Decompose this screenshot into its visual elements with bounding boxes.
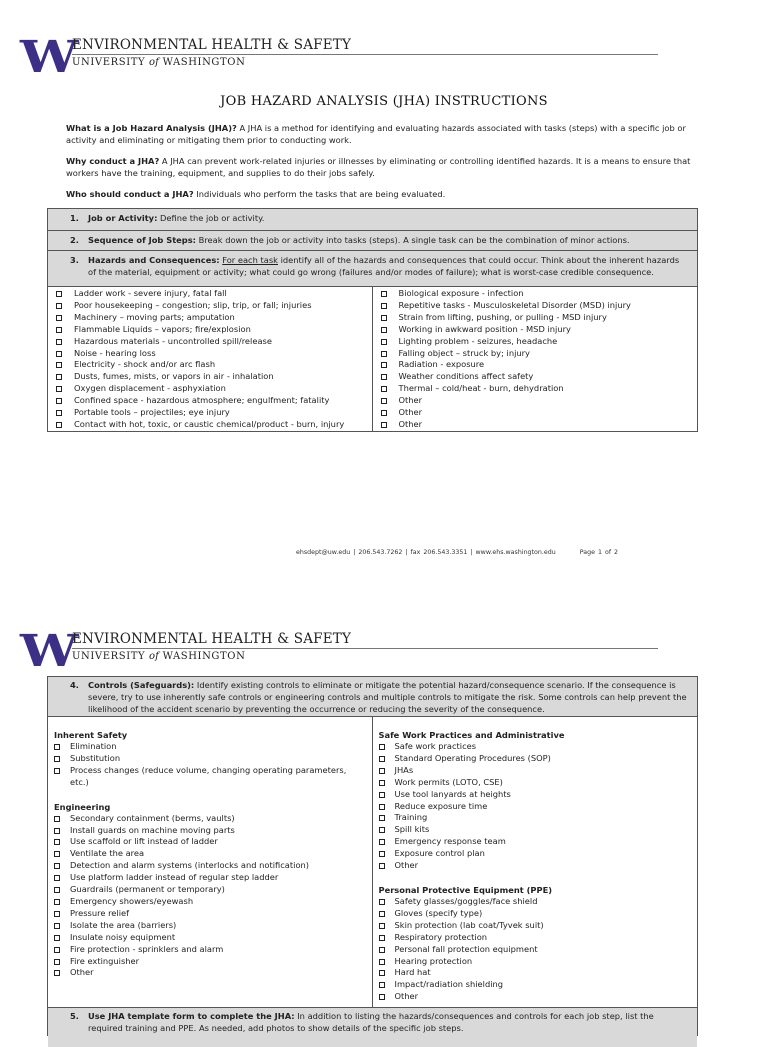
checklist-item-label: Falling object – struck by; injury bbox=[398, 347, 530, 358]
checkbox-icon[interactable] bbox=[379, 982, 385, 988]
hazard-list-right bbox=[373, 287, 698, 431]
checkbox-icon[interactable] bbox=[54, 756, 60, 762]
checklist-item bbox=[373, 812, 698, 824]
checklist-item bbox=[373, 991, 698, 1003]
checklist-item-label: Confined space - hazardous atmosphere; engulfment; fatality bbox=[74, 395, 330, 406]
step-4-row: 4. Controls (Safeguards): Identify existing controls to eliminate or mitigate the potential hazard/consequence scenario. If the consequence is severe, try to use inherently safe controls or engineering controls and multiple controls to mitigate the risk. Some controls can help prevent the likelihood of the accident scenario by preventing the occurrence or reducing the severity of the consequence. bbox=[48, 677, 697, 717]
checklist-item bbox=[373, 932, 698, 944]
uw-logo-icon: W bbox=[20, 32, 76, 83]
checklist-item bbox=[373, 860, 698, 872]
checkbox-icon[interactable] bbox=[56, 398, 62, 404]
checklist-item-label: Work permits (LOTO, CSE) bbox=[394, 776, 503, 787]
checklist-item bbox=[373, 967, 698, 979]
checklist-item bbox=[373, 395, 698, 407]
checklist-item-label: Radiation - exposure bbox=[398, 359, 485, 370]
university-name: UNIVERSITY of WASHINGTON bbox=[72, 57, 246, 68]
checklist-item bbox=[48, 944, 372, 956]
checklist-item-label: Impact/radiation shielding bbox=[394, 979, 504, 990]
checkbox-icon[interactable] bbox=[379, 994, 385, 1000]
checklist-item-label: Emergency response team bbox=[394, 836, 506, 847]
checklist-item-label: Insulate noisy equipment bbox=[70, 931, 176, 942]
checkbox-icon[interactable] bbox=[381, 315, 387, 321]
checkbox-icon[interactable] bbox=[379, 744, 385, 750]
checkbox-icon[interactable] bbox=[54, 875, 60, 881]
checklist-item-label: Emergency showers/eyewash bbox=[70, 895, 194, 906]
checkbox-icon[interactable] bbox=[379, 923, 385, 929]
instructions-table-page1 bbox=[47, 208, 698, 432]
checklist-item-label: Lighting problem - seizures, headache bbox=[398, 335, 558, 346]
checklist-item-label: Pressure relief bbox=[70, 907, 130, 918]
checklist-item bbox=[373, 896, 698, 908]
checklist-item-label: Hazardous materials - uncontrolled spill/release bbox=[74, 335, 272, 346]
engineering-heading: Engineering bbox=[54, 801, 111, 812]
checklist-item bbox=[48, 896, 372, 908]
checkbox-icon[interactable] bbox=[54, 923, 60, 929]
checklist-item-label: Contact with hot, toxic, or caustic chemical/product - burn, injury bbox=[74, 418, 345, 429]
step-1-row: 1. Job or Activity: Define the job or activity. bbox=[48, 209, 697, 231]
checklist-item bbox=[48, 741, 372, 753]
checklist-item-label: Dusts, fumes, mists, or vapors in air - inhalation bbox=[74, 371, 274, 382]
checklist-item-label: Guardrails (permanent or temporary) bbox=[70, 884, 225, 895]
checkbox-icon[interactable] bbox=[379, 756, 385, 762]
checklist-item bbox=[48, 848, 372, 860]
engineering-list bbox=[48, 813, 372, 980]
checklist-item bbox=[373, 944, 698, 956]
hazard-checklist bbox=[48, 287, 697, 431]
checklist-item bbox=[48, 967, 372, 979]
checkbox-icon[interactable] bbox=[56, 386, 62, 392]
checkbox-icon[interactable] bbox=[54, 828, 60, 834]
department-name: ENVIRONMENTAL HEALTH & SAFETY bbox=[72, 631, 352, 647]
checkbox-icon[interactable] bbox=[54, 887, 60, 893]
checklist-item-label: Other bbox=[398, 407, 423, 418]
checklist-item-label: Repetitive tasks - Musculoskeletal Disorder (MSD) injury bbox=[398, 299, 631, 310]
page-title: JOB HAZARD ANALYSIS (JHA) INSTRUCTIONS bbox=[220, 94, 548, 109]
checkbox-icon[interactable] bbox=[379, 815, 385, 821]
checklist-item-label: Other bbox=[394, 991, 419, 1002]
checklist-item bbox=[48, 825, 372, 837]
controls-left-column bbox=[48, 717, 373, 1007]
checkbox-icon[interactable] bbox=[379, 792, 385, 798]
checklist-item bbox=[48, 956, 372, 968]
checklist-item bbox=[373, 920, 698, 932]
checklist-item bbox=[48, 371, 372, 383]
checklist-item-label: Standard Operating Procedures (SOP) bbox=[394, 752, 551, 763]
checklist-item-label: etc.) bbox=[70, 776, 89, 787]
step-2-row: 2. Sequence of Job Steps: Break down the job or activity into tasks (steps). A single task can be the combination of minor actions. bbox=[48, 231, 697, 251]
checklist-item bbox=[48, 395, 372, 407]
checklist-item bbox=[48, 932, 372, 944]
checkbox-icon[interactable] bbox=[54, 959, 60, 965]
checklist-item bbox=[373, 419, 698, 431]
checklist-item bbox=[373, 765, 698, 777]
checklist-item-label: JHAs bbox=[394, 764, 414, 775]
checkbox-icon[interactable] bbox=[54, 970, 60, 976]
checkbox-icon[interactable] bbox=[381, 339, 387, 345]
checklist-item bbox=[373, 300, 698, 312]
checkbox-icon[interactable] bbox=[379, 780, 385, 786]
checklist-item bbox=[48, 300, 372, 312]
page1-header bbox=[20, 32, 640, 83]
checkbox-icon[interactable] bbox=[54, 899, 60, 905]
uw-logo-icon: W bbox=[20, 626, 76, 677]
checklist-item bbox=[373, 979, 698, 991]
checklist-item-label: Oxygen displacement - asphyxiation bbox=[74, 383, 226, 394]
checklist-item bbox=[373, 312, 698, 324]
checklist-item-label: Reduce exposure time bbox=[394, 800, 488, 811]
checklist-item bbox=[48, 312, 372, 324]
checkbox-icon[interactable] bbox=[381, 374, 387, 380]
checklist-item-label: Machinery – moving parts; amputation bbox=[74, 311, 235, 322]
checklist-item-label: Detection and alarm systems (interlocks and notification) bbox=[70, 860, 310, 871]
checkbox-icon[interactable] bbox=[381, 327, 387, 333]
checklist-item bbox=[373, 348, 698, 360]
checkbox-icon[interactable] bbox=[379, 911, 385, 917]
ppe-heading: Personal Protective Equipment (PPE) bbox=[378, 884, 553, 895]
checkbox-icon[interactable] bbox=[56, 374, 62, 380]
checkbox-icon[interactable] bbox=[56, 410, 62, 416]
checkbox-icon[interactable] bbox=[379, 839, 385, 845]
checklist-item-label: Gloves (specify type) bbox=[394, 907, 483, 918]
checklist-item bbox=[48, 836, 372, 848]
checklist-item bbox=[48, 908, 372, 920]
checkbox-icon[interactable] bbox=[381, 291, 387, 297]
checklist-item-label: Electricity - shock and/or arc flash bbox=[74, 359, 216, 370]
step-3-row: 3. Hazards and Consequences: For each task identify all of the hazards and consequences that could occur. Think about the inherent hazards of the material, equipment or activity; what could go wrong (failures and/or modes of failure); what is worst-case credible consequence. bbox=[48, 251, 697, 287]
inherent-safety-list bbox=[48, 741, 372, 789]
checklist-item bbox=[48, 777, 372, 789]
checklist-item-label: Biological exposure - infection bbox=[398, 288, 524, 298]
checkbox-icon[interactable] bbox=[379, 804, 385, 810]
checkbox-icon[interactable] bbox=[379, 851, 385, 857]
checkbox-icon[interactable] bbox=[56, 315, 62, 321]
checkbox-icon[interactable] bbox=[379, 970, 385, 976]
checkbox-icon[interactable] bbox=[381, 351, 387, 357]
checklist-item-label: Substitution bbox=[70, 752, 121, 763]
page2-header bbox=[20, 626, 640, 677]
checkbox-icon[interactable] bbox=[54, 816, 60, 822]
checklist-item-label: Safety glasses/goggles/face shield bbox=[394, 895, 538, 906]
what-is-jha-paragraph: What is a Job Hazard Analysis (JHA)? A JHA is a method for identifying and evaluating hazards associated with tasks (steps) with a specific job or activity and eliminating or mitigating them prior to conducting work. bbox=[66, 123, 686, 145]
why-conduct-paragraph: Why conduct a JHA? A JHA can prevent work-related injuries or illnesses by eliminating or controlling identified hazards. It is a means to ensure that workers have the training, equipment, and supplies to do their jobs safely. bbox=[66, 156, 691, 178]
checklist-item bbox=[373, 777, 698, 789]
checkbox-icon[interactable] bbox=[381, 303, 387, 309]
checkbox-icon[interactable] bbox=[381, 410, 387, 416]
checkbox-icon[interactable] bbox=[56, 327, 62, 333]
university-name: UNIVERSITY of WASHINGTON bbox=[72, 651, 246, 662]
controls-checklist bbox=[48, 717, 697, 1007]
checklist-item-label: Poor housekeeping – congestion; slip, trip, or fall; injuries bbox=[74, 299, 312, 310]
checklist-item-label: Noise - hearing loss bbox=[74, 347, 156, 358]
checklist-item bbox=[373, 407, 698, 419]
checkbox-icon[interactable] bbox=[56, 351, 62, 357]
checkbox-icon[interactable] bbox=[56, 339, 62, 345]
checkbox-icon[interactable] bbox=[56, 362, 62, 368]
checklist-item bbox=[373, 801, 698, 813]
checklist-item-label: Isolate the area (barriers) bbox=[70, 919, 177, 930]
checklist-item-label: Use tool lanyards at heights bbox=[394, 788, 511, 799]
checklist-item-label: Skin protection (lab coat/Tyvek suit) bbox=[394, 919, 544, 930]
checklist-item bbox=[48, 813, 372, 825]
checklist-item-label: Ventilate the area bbox=[70, 848, 145, 859]
checkbox-icon[interactable] bbox=[54, 911, 60, 917]
department-name: ENVIRONMENTAL HEALTH & SAFETY bbox=[72, 37, 352, 53]
checklist-item-label: Exposure control plan bbox=[394, 848, 485, 859]
checkbox-icon[interactable] bbox=[381, 422, 387, 428]
checklist-item-label: Install guards on machine moving parts bbox=[70, 824, 235, 835]
checkbox-icon[interactable] bbox=[379, 959, 385, 965]
checklist-item-label: Strain from lifting, pushing, or pulling - MSD injury bbox=[398, 311, 607, 322]
hazard-list-left bbox=[48, 287, 373, 431]
checklist-item bbox=[373, 789, 698, 801]
checklist-item bbox=[373, 753, 698, 765]
checklist-item bbox=[48, 288, 372, 300]
checkbox-icon[interactable] bbox=[379, 947, 385, 953]
checklist-item-label: Flammable Liquids – vapors; fire/explosion bbox=[74, 323, 251, 334]
checklist-item bbox=[48, 419, 372, 431]
checklist-item bbox=[48, 920, 372, 932]
header-divider bbox=[72, 648, 658, 649]
checkbox-icon[interactable] bbox=[54, 744, 60, 750]
checklist-item-label: Training bbox=[394, 812, 428, 823]
checklist-item-label: Process changes (reduce volume, changing operating parameters, bbox=[70, 764, 347, 775]
checklist-item bbox=[373, 908, 698, 920]
checklist-item bbox=[48, 383, 372, 395]
checklist-item bbox=[373, 336, 698, 348]
header-divider bbox=[72, 54, 658, 55]
checkbox-icon[interactable] bbox=[54, 935, 60, 941]
checklist-item bbox=[373, 741, 698, 753]
instructions-table-page2 bbox=[47, 676, 698, 1036]
safe-work-list bbox=[373, 741, 698, 872]
checkbox-icon[interactable] bbox=[54, 863, 60, 869]
checkbox-icon[interactable] bbox=[56, 422, 62, 428]
checklist-item bbox=[373, 324, 698, 336]
checklist-item-label: Portable tools – projectiles; eye injury bbox=[74, 407, 230, 418]
checklist-item bbox=[373, 848, 698, 860]
checklist-item-label: Hard hat bbox=[394, 967, 431, 978]
checklist-item bbox=[373, 824, 698, 836]
checkbox-icon[interactable] bbox=[379, 827, 385, 833]
checklist-item-label: Other bbox=[398, 418, 423, 429]
checklist-item bbox=[48, 336, 372, 348]
checklist-item-label: Spill kits bbox=[394, 824, 430, 835]
checklist-item-label: Hearing protection bbox=[394, 955, 473, 966]
checklist-item bbox=[48, 884, 372, 896]
checkbox-icon[interactable] bbox=[381, 386, 387, 392]
who-conducts-paragraph: Who should conduct a JHA? Individuals who perform the tasks that are being evaluated. bbox=[66, 189, 446, 199]
checklist-item bbox=[373, 383, 698, 395]
checklist-item-label: Use scaffold or lift instead of ladder bbox=[70, 836, 218, 847]
checklist-item-label: Other bbox=[70, 967, 94, 978]
checklist-item bbox=[373, 956, 698, 968]
checkbox-icon[interactable] bbox=[56, 291, 62, 297]
checklist-item bbox=[48, 348, 372, 360]
inherent-safety-heading: Inherent Safety bbox=[54, 730, 128, 740]
checkbox-icon[interactable] bbox=[54, 851, 60, 857]
checkbox-icon[interactable] bbox=[54, 768, 60, 774]
checklist-item bbox=[373, 288, 698, 300]
checklist-item-label: Ladder work - severe injury, fatal fall bbox=[74, 288, 227, 298]
checklist-item bbox=[48, 753, 372, 765]
checklist-item bbox=[48, 407, 372, 419]
checkbox-icon[interactable] bbox=[381, 362, 387, 368]
page1-footer bbox=[296, 549, 618, 556]
checklist-item-label: Fire extinguisher bbox=[70, 955, 140, 966]
checklist-item bbox=[48, 765, 372, 777]
checkbox-icon[interactable] bbox=[381, 398, 387, 404]
ppe-list bbox=[373, 896, 698, 1003]
checklist-item-label: Personal fall protection equipment bbox=[394, 943, 538, 954]
checklist-item bbox=[373, 359, 698, 371]
checkbox-icon[interactable] bbox=[379, 899, 385, 905]
checklist-item-label: Secondary containment (berms, vaults) bbox=[70, 812, 235, 823]
checklist-item-label: Working in awkward position - MSD injury bbox=[398, 323, 571, 334]
checklist-item-label: Use platform ladder instead of regular step ladder bbox=[70, 872, 279, 883]
checklist-item-label: Weather conditions affect safety bbox=[398, 371, 534, 382]
footer-contact: ehsdept@uw.edu | 206.543.7262 | fax 206.543.3351 | www.ehs.washington.edu bbox=[296, 549, 556, 556]
checkbox-icon[interactable] bbox=[379, 935, 385, 941]
checkbox-icon[interactable] bbox=[379, 768, 385, 774]
checklist-item-label: Thermal – cold/heat - burn, dehydration bbox=[398, 383, 564, 394]
checklist-item-label: Safe work practices bbox=[394, 741, 477, 751]
checklist-item bbox=[373, 371, 698, 383]
step-5-row: 5. Use JHA template form to complete the JHA: In addition to listing the hazards/consequences and controls for each job step, list the required training and PPE. As needed, add photos to show details of the specific job steps. bbox=[48, 1007, 697, 1047]
checklist-item bbox=[48, 359, 372, 371]
checklist-item-label: Fire protection - sprinklers and alarm bbox=[70, 943, 224, 954]
checklist-item bbox=[48, 324, 372, 336]
safe-work-heading: Safe Work Practices and Administrative bbox=[378, 730, 565, 740]
page-number: Page 1 of 2 bbox=[579, 549, 619, 556]
checklist-item-label: Other bbox=[394, 860, 419, 871]
checklist-item bbox=[48, 860, 372, 872]
checkbox-icon[interactable] bbox=[54, 839, 60, 845]
checklist-item bbox=[373, 836, 698, 848]
checkbox-icon[interactable] bbox=[54, 947, 60, 953]
checklist-item-label: Respiratory protection bbox=[394, 931, 488, 942]
checkbox-icon[interactable] bbox=[379, 863, 385, 869]
checklist-item bbox=[48, 872, 372, 884]
checkbox-icon[interactable] bbox=[56, 303, 62, 309]
checklist-item-label: Other bbox=[398, 395, 423, 406]
checklist-item-label: Elimination bbox=[70, 741, 117, 751]
controls-right-column bbox=[373, 717, 698, 1007]
